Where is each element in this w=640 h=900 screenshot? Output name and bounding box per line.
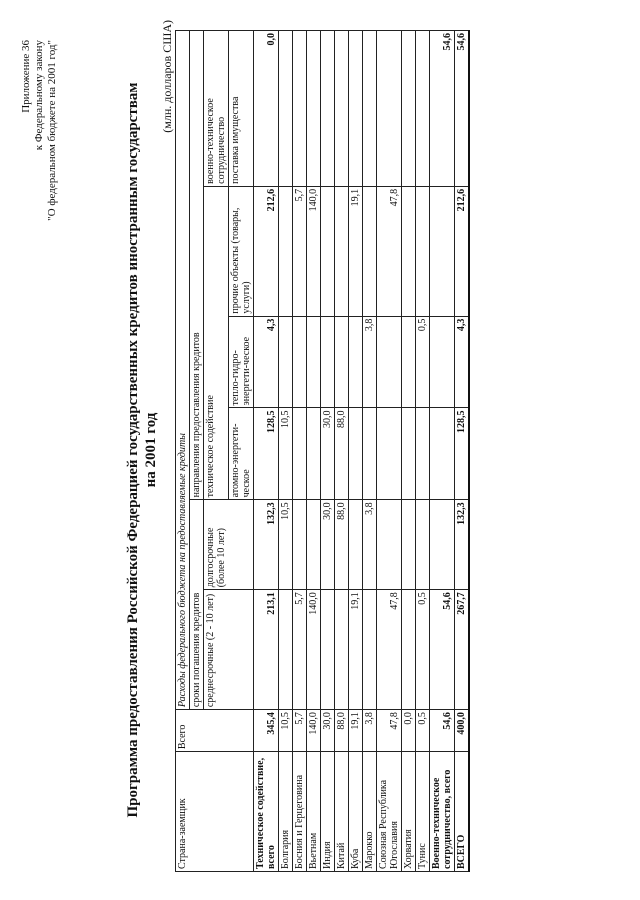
header-expenses: Расходы федерального бюджета на предоставляемые кредиты <box>176 31 190 710</box>
cell-medium: 213,1 <box>254 590 279 710</box>
header-property: поставка имущества <box>229 31 254 187</box>
header-nuclear: атомно-энергети-ческое <box>229 408 254 500</box>
cell-nuclear <box>293 408 307 500</box>
cell-name: Куба <box>349 752 363 872</box>
cell-nuclear <box>363 408 377 500</box>
cell-long <box>349 500 363 590</box>
cell-nuclear: 88,0 <box>335 408 349 500</box>
appendix-line-3: "О федеральном бюджете на 2001 год" <box>46 40 58 221</box>
table-row <box>335 31 349 872</box>
cell-name: Марокко <box>363 752 377 872</box>
cell-other: 212,6 <box>254 186 279 316</box>
cell-nuclear: 30,0 <box>321 408 335 500</box>
header-long: долгосрочные (более 10 лет) <box>204 500 254 590</box>
cell-name: Босния и Герцеговина <box>293 752 307 872</box>
cell-medium: 140,0 <box>307 590 321 710</box>
cell-nuclear <box>307 408 321 500</box>
document-title <box>124 30 160 870</box>
cell-medium: 267,7 <box>455 590 470 710</box>
title-line-2: на 2001 год <box>143 412 159 488</box>
cell-total: 3,8 <box>363 710 377 752</box>
cell-nuclear: 128,5 <box>455 408 470 500</box>
cell-thermal <box>349 316 363 408</box>
table-body <box>254 31 470 872</box>
cell-property <box>402 31 416 187</box>
table-row <box>455 31 470 872</box>
cell-long <box>293 500 307 590</box>
cell-thermal <box>307 316 321 408</box>
table-row <box>430 31 455 872</box>
cell-other <box>416 186 430 316</box>
cell-medium <box>335 590 349 710</box>
cell-property <box>335 31 349 187</box>
cell-nuclear: 128,5 <box>254 408 279 500</box>
table-row <box>307 31 321 872</box>
cell-name: Техническое содействие, всего <box>254 752 279 872</box>
cell-long <box>377 500 402 590</box>
cell-long: 10,5 <box>279 500 293 590</box>
cell-name: Индия <box>321 752 335 872</box>
cell-total: 30,0 <box>321 710 335 752</box>
appendix-line-1: Приложение 36 <box>20 40 32 113</box>
cell-total: 0,5 <box>416 710 430 752</box>
header-terms: сроки погашения кредитов <box>190 500 204 710</box>
cell-medium: 54,6 <box>430 590 455 710</box>
cell-property <box>416 31 430 187</box>
cell-medium <box>363 590 377 710</box>
cell-medium <box>321 590 335 710</box>
cell-other <box>430 186 455 316</box>
header-country: Страна-заемщик <box>176 752 254 872</box>
header-thermal: тепло-гидро-энергети-ческое <box>229 316 254 408</box>
cell-long: 30,0 <box>321 500 335 590</box>
table-row <box>377 31 402 872</box>
cell-name: ВСЕГО <box>455 752 470 872</box>
cell-name: Хорватия <box>402 752 416 872</box>
cell-name: Тунис <box>416 752 430 872</box>
appendix-line-2: к Федеральному закону <box>33 40 45 151</box>
cell-property <box>349 31 363 187</box>
cell-nuclear <box>430 408 455 500</box>
cell-thermal: 0,5 <box>416 316 430 408</box>
cell-property: 54,6 <box>455 31 470 187</box>
cell-name: Болгария <box>279 752 293 872</box>
cell-property <box>307 31 321 187</box>
cell-other: 5,7 <box>293 186 307 316</box>
cell-other <box>402 186 416 316</box>
cell-property <box>293 31 307 187</box>
cell-medium <box>279 590 293 710</box>
credits-table <box>175 30 470 872</box>
cell-long: 132,3 <box>455 500 470 590</box>
cell-other: 19,1 <box>349 186 363 316</box>
appendix-note <box>20 40 59 340</box>
table-row <box>293 31 307 872</box>
cell-other <box>335 186 349 316</box>
table-row <box>363 31 377 872</box>
cell-thermal <box>279 316 293 408</box>
cell-total: 400,0 <box>455 710 470 752</box>
cell-long: 3,8 <box>363 500 377 590</box>
cell-property <box>377 31 402 187</box>
cell-thermal <box>377 316 402 408</box>
cell-thermal <box>321 316 335 408</box>
cell-nuclear <box>377 408 402 500</box>
cell-total: 88,0 <box>335 710 349 752</box>
cell-other <box>363 186 377 316</box>
header-military: военно-техническое сотрудничество <box>204 31 229 187</box>
cell-nuclear: 10,5 <box>279 408 293 500</box>
cell-thermal <box>430 316 455 408</box>
cell-other: 140,0 <box>307 186 321 316</box>
cell-nuclear <box>402 408 416 500</box>
cell-long <box>307 500 321 590</box>
cell-total: 345,4 <box>254 710 279 752</box>
cell-other: 212,6 <box>455 186 470 316</box>
cell-thermal: 4,3 <box>254 316 279 408</box>
title-line-1: Программа предоставления Российской Федерацией государственных кредитов иностранным государствам <box>125 82 141 818</box>
cell-other: 47,8 <box>377 186 402 316</box>
cell-long: 132,3 <box>254 500 279 590</box>
cell-name: Вьетнам <box>307 752 321 872</box>
cell-long <box>430 500 455 590</box>
table-row <box>279 31 293 872</box>
cell-other <box>279 186 293 316</box>
cell-total: 0,0 <box>402 710 416 752</box>
cell-name: Китай <box>335 752 349 872</box>
cell-total: 140,0 <box>307 710 321 752</box>
cell-other <box>321 186 335 316</box>
table-row <box>254 31 279 872</box>
cell-nuclear <box>349 408 363 500</box>
cell-long: 88,0 <box>335 500 349 590</box>
cell-total: 54,6 <box>430 710 455 752</box>
table-row <box>402 31 416 872</box>
header-directions: направления предоставления кредитов <box>190 31 204 500</box>
cell-medium: 47,8 <box>377 590 402 710</box>
cell-total: 47,8 <box>377 710 402 752</box>
cell-total: 5,7 <box>293 710 307 752</box>
cell-thermal <box>335 316 349 408</box>
cell-thermal: 4,3 <box>455 316 470 408</box>
cell-nuclear <box>416 408 430 500</box>
header-other: прочие объекты (товары, услуги) <box>229 186 254 316</box>
header-medium: среднесрочные (2 - 10 лет) <box>204 590 254 710</box>
cell-property <box>321 31 335 187</box>
header-tech: техническое содействие <box>204 186 229 500</box>
cell-name: Союзная Республика Югославия <box>377 752 402 872</box>
cell-name: Военно-техническое сотрудничество, всего <box>430 752 455 872</box>
table-row <box>321 31 335 872</box>
cell-medium <box>402 590 416 710</box>
cell-property <box>279 31 293 187</box>
table-row <box>416 31 430 872</box>
unit-label: (млн. долларов США) <box>160 20 174 133</box>
header-total: Всего <box>176 710 254 752</box>
table-row <box>349 31 363 872</box>
cell-thermal <box>293 316 307 408</box>
cell-medium: 0,5 <box>416 590 430 710</box>
cell-medium: 5,7 <box>293 590 307 710</box>
cell-thermal: 3,8 <box>363 316 377 408</box>
cell-property: 54,6 <box>430 31 455 187</box>
cell-property <box>363 31 377 187</box>
cell-property: 0,0 <box>254 31 279 187</box>
cell-long <box>416 500 430 590</box>
cell-thermal <box>402 316 416 408</box>
cell-long <box>402 500 416 590</box>
cell-total: 19,1 <box>349 710 363 752</box>
cell-total: 10,5 <box>279 710 293 752</box>
cell-medium: 19,1 <box>349 590 363 710</box>
